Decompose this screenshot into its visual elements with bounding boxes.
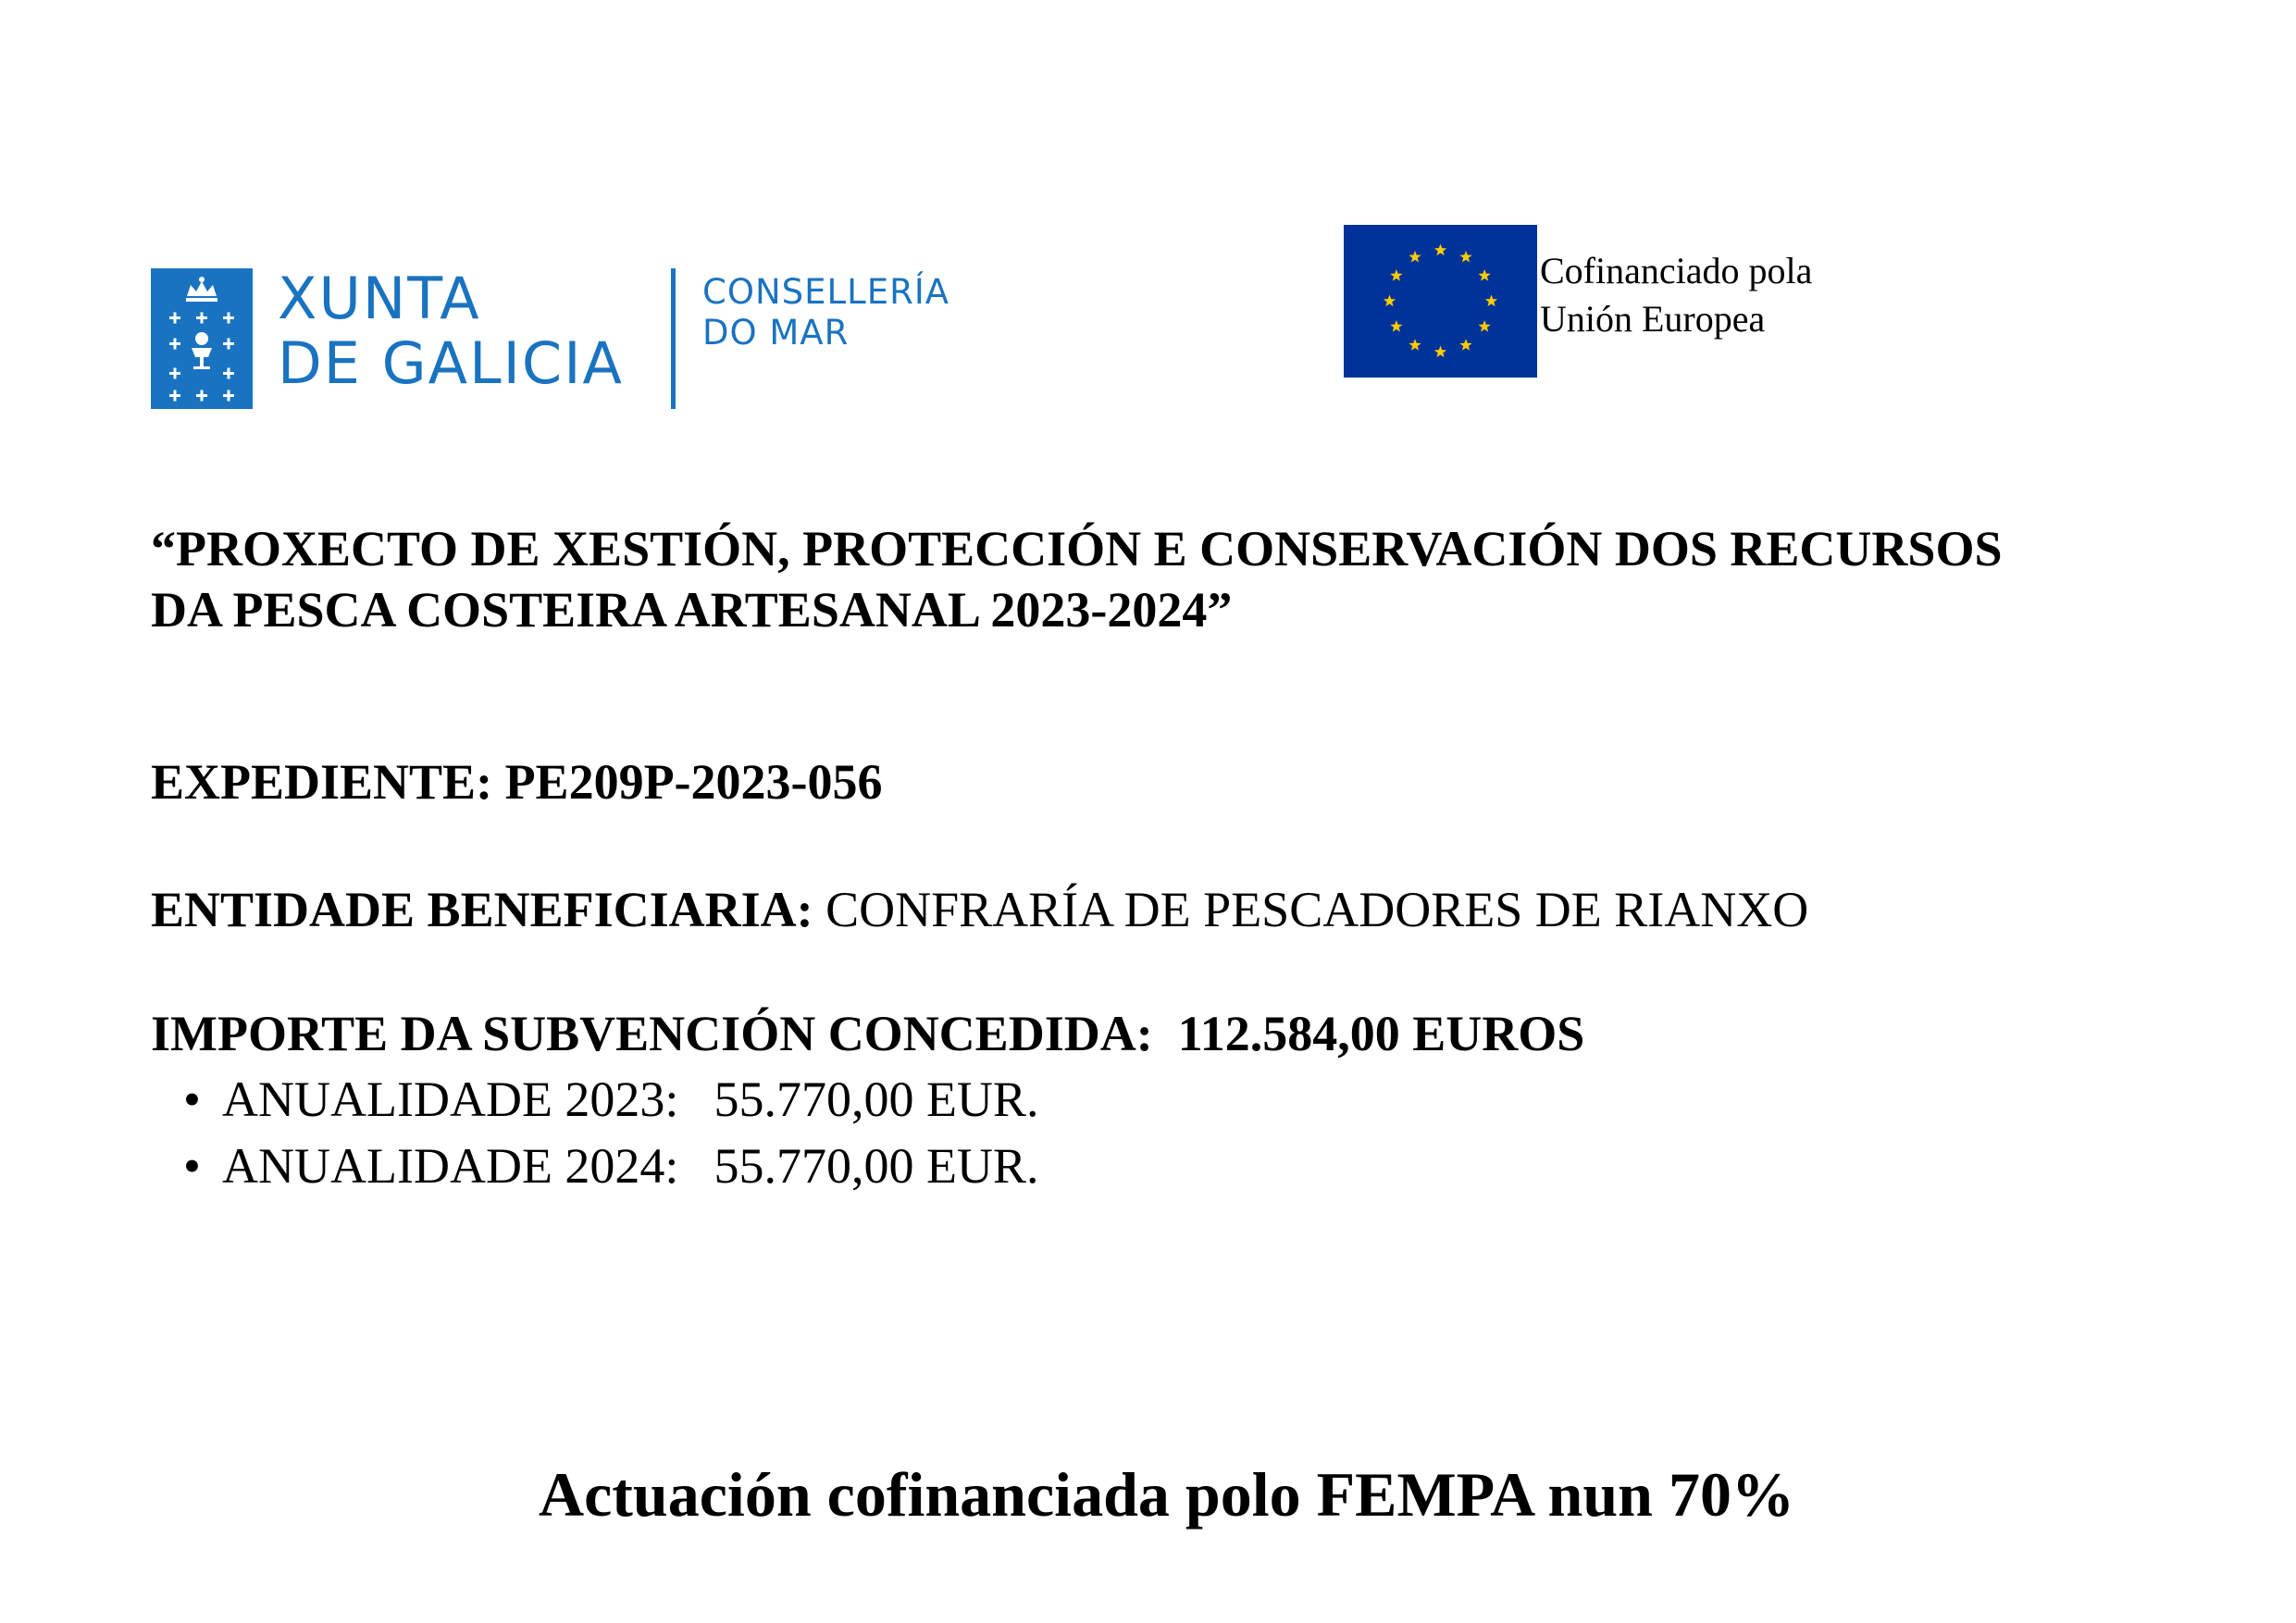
xunta-name-line2: DE GALICIA xyxy=(278,329,624,397)
annuality-label: ANUALIDADE 2024: xyxy=(222,1138,679,1194)
eu-cofunding-logo xyxy=(1344,225,1899,378)
xunta-logo xyxy=(151,266,984,410)
annuality-label: ANUALIDADE 2023: xyxy=(222,1072,679,1127)
annualities-list xyxy=(183,1066,1038,1199)
project-title-line1: “PROXECTO DE XESTIÓN, PROTECCIÓN E CONSERVACIÓN DOS RECURSOS xyxy=(151,521,2003,576)
expediente-field xyxy=(151,751,883,812)
eu-flag-icon xyxy=(1344,225,1537,378)
eu-caption-line2: Unión Europea xyxy=(1540,298,1766,340)
xunta-name xyxy=(278,266,624,396)
galicia-coat-of-arms-icon xyxy=(151,268,253,409)
expediente-value: PE209P-2023-056 xyxy=(504,754,883,810)
department-line2: DO MAR xyxy=(702,313,850,353)
entidade-value: CONFRARÍA DE PESCADORES DE RIANXO xyxy=(825,882,1809,937)
xunta-name-line1: XUNTA xyxy=(278,265,481,332)
expediente-label: EXPEDIENTE: xyxy=(151,754,493,810)
annuality-amount: 55.770,00 EUR. xyxy=(714,1138,1039,1194)
annuality-amount: 55.770,00 EUR. xyxy=(714,1072,1039,1127)
eu-caption-line1: Cofinanciado pola xyxy=(1540,250,1813,291)
entidade-label: ENTIDADE BENEFICIARIA: xyxy=(151,882,813,937)
project-title xyxy=(151,518,2187,640)
bullet-icon: • xyxy=(183,1072,201,1127)
list-item xyxy=(183,1133,1038,1199)
project-title-line2: DA PESCA COSTEIRA ARTESANAL 2023-2024” xyxy=(151,582,1233,638)
importe-field xyxy=(151,1003,1584,1064)
department-name xyxy=(702,272,949,353)
cofunding-note: Actuación cofinanciada polo FEMPA nun 70% xyxy=(539,1459,1794,1530)
entidade-field xyxy=(151,879,1808,940)
bullet-icon: • xyxy=(183,1138,201,1194)
department-line1: CONSELLERÍA xyxy=(702,272,950,312)
logo-divider xyxy=(671,268,676,409)
importe-value: 112.584,00 EUROS xyxy=(1177,1006,1585,1061)
list-item xyxy=(183,1066,1038,1133)
eu-caption xyxy=(1540,247,1812,343)
importe-label: IMPORTE DA SUBVENCIÓN CONCEDIDA: xyxy=(151,1006,1153,1061)
